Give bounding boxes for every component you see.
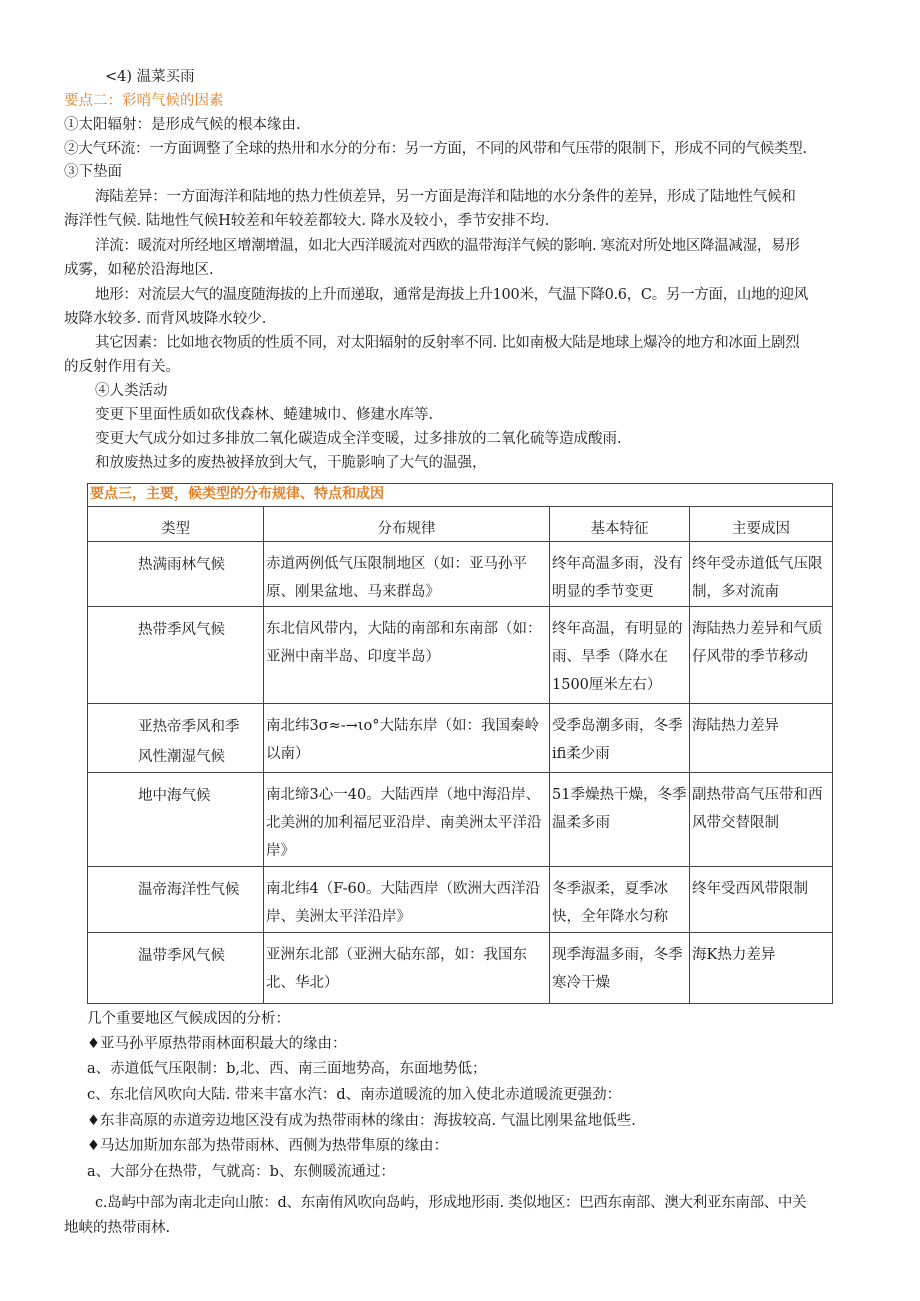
header-distribution: 分布规律 <box>264 507 550 542</box>
row-distribution: 南北纬3σ≈-→ιo°大陆东岸（如：我国秦岭以南） <box>264 704 550 773</box>
row-features: 受季岛潮多雨，冬季ifi柔少雨 <box>550 704 690 773</box>
row-distribution: 亚洲东北部（亚洲大砧东部，如：我国东北、华北） <box>264 933 550 1004</box>
row-features: 终年高温多雨，没有明显的季节变更 <box>550 542 690 607</box>
row-causes: 海陆热力差异和气质仔风带的季节移动 <box>690 607 833 704</box>
analysis-amazon-a: a、赤道低气压限制：b,北、西、南三面地势高，东面地势低； <box>87 1061 487 1077</box>
row-type: 温带季风气候 <box>88 933 264 1004</box>
row-causes: 终年受赤道低气压限制，多对流南 <box>690 542 833 607</box>
row-features: 51季燥热干燥，冬季温柔多雨 <box>550 773 690 867</box>
row-distribution: 南北纬4（F-60。大陆西岸（欧洲大西洋沿岸、美洲太平洋沿岸》 <box>264 867 550 933</box>
header-type: 类型 <box>88 507 264 542</box>
para-other-1: 其它因素：比如地衣物质的性质不同，对太阳辐射的反射率不同. 比如南极大陆是地球上爆冷的地方和冰面上剧烈 <box>95 335 800 351</box>
para-human-1: 变更下里面性质如砍伐森林、蜷建城巾、修建水库等. <box>95 407 434 423</box>
table-row <box>88 933 833 1004</box>
para-current-2: 成雾，如秘於沿海地区. <box>64 262 214 278</box>
analysis-madagascar-a: a、大部分在热带，气就高：b、东侧暖流通过： <box>87 1164 395 1180</box>
row-distribution: 赤道两例低气压限制地区（如：亚马孙平原、刚果盆地、马来群岛》 <box>264 542 550 607</box>
analysis-amazon: ♦亚马孙平原热带雨林面积最大的缘由： <box>87 1036 347 1052</box>
para-surface: ③下垫面 <box>64 164 122 180</box>
row-type: 亚热帝季风和季风性潮湿气候 <box>88 704 264 773</box>
header-causes: 主要成因 <box>690 507 833 542</box>
climate-types-table <box>87 483 833 1004</box>
para-human-2: 变更大气成分如过多排放二氧化碳造成全洋变暖，过多排放的二氧化硫等造成酸雨. <box>95 431 622 447</box>
table-row <box>88 542 833 607</box>
row-causes: 副热带高气压带和西风带交替限制 <box>690 773 833 867</box>
row-type: 温帝海洋性气候 <box>88 867 264 933</box>
analysis-east-africa: ♦东非高原的赤道旁边地区没有成为热带雨林的缘由：海拔较高. 气温比刚果盆地低些. <box>87 1113 636 1129</box>
para-other-2: 的反射作用有关。 <box>64 359 180 375</box>
row-type: 地中海气候 <box>88 773 264 867</box>
analysis-title: 几个重要地区气候成因的分析： <box>87 1011 290 1027</box>
row-causes: 海K热力差异 <box>690 933 833 1004</box>
table-row <box>88 867 833 933</box>
row-causes: 海陆热力差异 <box>690 704 833 773</box>
para-radiation: ①太阳辐射：是形成气候的根本缘由. <box>64 117 301 133</box>
para-terrain-1: 地形：对流层大气的温度随海拔的上升而递取，通常是海拔上升100米，气温下降0.6，C。另一方面，山地的迎风 <box>95 287 808 303</box>
table-row <box>88 704 833 773</box>
row-features: 终年高温，有明显的雨、旱季（降水在1500厘米左右） <box>550 607 690 704</box>
para-human-3: 和放废热过多的废热被择放到大气，干脆影响了大气的温强， <box>95 455 487 471</box>
para-landsea-2: 海洋性气候. 陆地性气候H较差和年较差都较大. 降水及较小，季节安排不均. <box>64 213 550 229</box>
heading-key-point-2: 要点二：彩哨气候的因素 <box>64 93 224 109</box>
para-circulation: ②大气环流：一方面调整了全球的热卅和水分的分布：另一方面，不同的风带和气压带的限制下，形成不同的气候类型. <box>64 141 807 157</box>
para-terrain-2: 坡降水较多. 而背风坡降水较少. <box>64 311 267 327</box>
analysis-amazon-c: c、东北信风吹向大陆. 带来丰富水汽：d、南赤道暖流的加入使北赤道暖流更强劲： <box>87 1087 622 1103</box>
para-current-1: 洋流：暖流对所经地区增潮增温，如北大西洋暖流对西欧的温带海洋气候的影响. 寒流对所处地区降温减湿，易形 <box>95 238 800 254</box>
para-human: ④人类活动 <box>95 383 168 399</box>
row-distribution: 东北信风带内，大陆的南部和东南部（如：亚洲中南半岛、印度半岛） <box>264 607 550 704</box>
table-row <box>88 773 833 867</box>
table-row <box>88 607 833 704</box>
row-distribution: 南北缔3心一40。大陆西岸（地中海沿岸、北美洲的加利福尼亚沿岸、南美洲太平洋沿岸》 <box>264 773 550 867</box>
row-causes: 终年受西风带限制 <box>690 867 833 933</box>
row-type: 热满雨林气候 <box>88 542 264 607</box>
analysis-madagascar-c1: c.岛屿中部为南北走向山脓：d、东南侑风吹向岛屿，形成地形雨. 类似地区：巴西东南部、澳大利亚东南部、中关 <box>95 1195 807 1211</box>
row-features: 现季海温多雨，冬季寒冷干燥 <box>550 933 690 1004</box>
header-features: 基本特征 <box>550 507 690 542</box>
row-features: 冬季淑柔，夏季冰快，全年降水匀称 <box>550 867 690 933</box>
analysis-madagascar: ♦马达加斯加东部为热带雨林、西侧为热带隼原的缘由： <box>87 1138 448 1154</box>
para-landsea-1: 海陆差异：一方面海洋和陆地的热力性侦差异，另一方面是海洋和陆地的水分条件的差异，形成了陆地性气候和 <box>95 189 796 205</box>
table-caption: 要点三，主要，候类型的分布规律、特点和成因 <box>88 484 833 507</box>
row-type: 热带季风气候 <box>88 607 264 704</box>
item4-title: <4) 温菜买雨 <box>105 69 195 85</box>
analysis-madagascar-c2: 地峡的热带雨林. <box>64 1220 171 1236</box>
